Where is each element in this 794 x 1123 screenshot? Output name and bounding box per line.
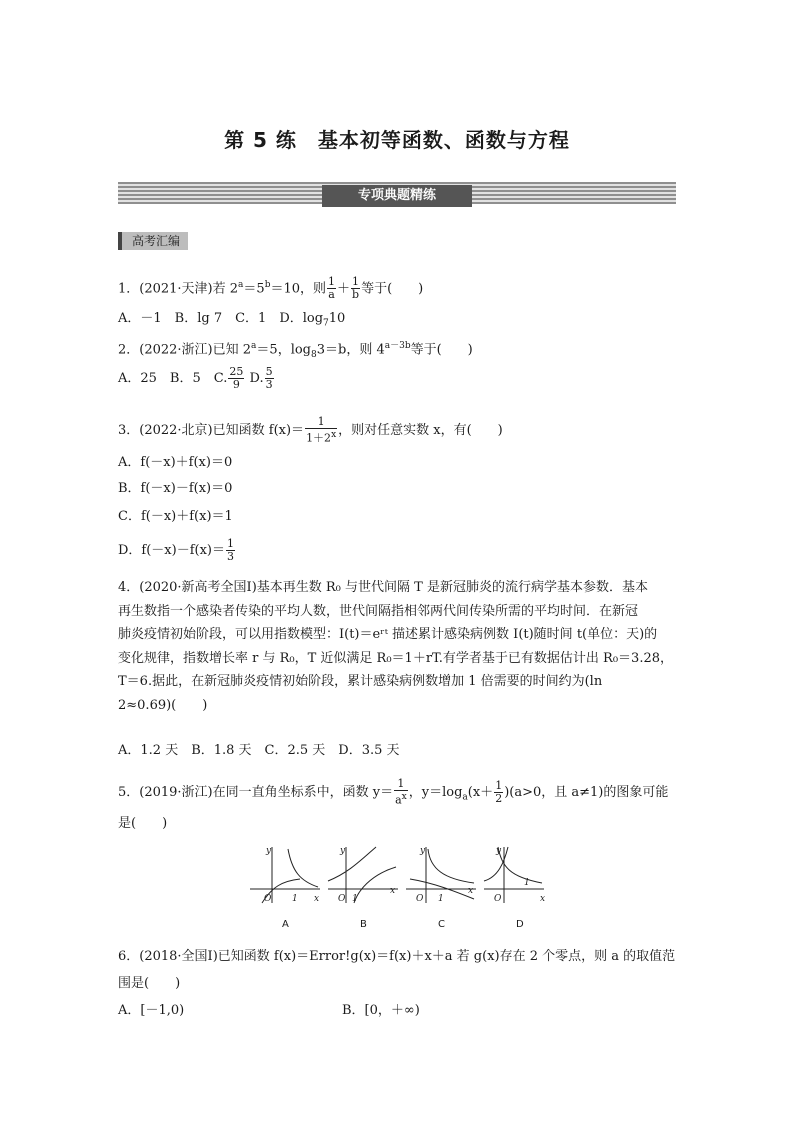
q5-frac2-den: 2 <box>495 791 503 805</box>
q5-graph-figure <box>248 843 548 933</box>
q1-frac1-num: 1 <box>328 275 336 289</box>
q2-options <box>118 366 275 391</box>
q2-frac-d <box>265 366 274 391</box>
q3-stem: 3．(2022·北京)已知函数 f(x)＝ <box>118 422 305 438</box>
graph-d-one: 1 <box>524 878 530 888</box>
q2-fracc-den: 9 <box>232 378 240 391</box>
graph-a-x-label: x <box>314 894 320 904</box>
graph-a-y-label: y <box>266 846 272 856</box>
q2-eq2: 3＝b，则 4 <box>316 342 385 358</box>
question-5 <box>118 778 668 807</box>
graph-c-y-label: y <box>420 846 426 856</box>
q3-den-text: 1＋2 <box>306 431 332 445</box>
q5-mid: ，y＝log <box>408 784 463 800</box>
q1-options <box>118 310 345 333</box>
banner-label: 专项典题精练 <box>322 185 472 207</box>
q2-eq1: ＝5，log <box>256 342 311 358</box>
question-1 <box>118 276 423 301</box>
q1-eq2: ＝10，则 <box>270 281 327 297</box>
question-6: 6．(2018·全国Ⅰ)已知函数 f(x)＝Error!g(x)＝f(x)＋x＋a 若 g(x)存在 2 个零点，则 a 的取值范 <box>118 949 676 964</box>
q2-fracd-den: 3 <box>265 378 273 391</box>
q2-options-text: A．25 B．5 C. <box>118 371 228 386</box>
q2-stem: 2．(2022·浙江)已知 2 <box>118 342 252 358</box>
q5-paren: (x＋ <box>467 784 494 800</box>
q2-tail: 等于( ) <box>410 342 473 358</box>
q5-frac2-num: 1 <box>495 778 503 792</box>
graph-d <box>484 847 544 903</box>
q4-line-5: T＝6.据此，在新冠肺炎疫情初始阶段，累计感染病例数增加 1 倍需要的时间约为(ln <box>118 674 603 689</box>
q5-tail: )(a>0，且 a≠1)的图象可能 <box>504 784 669 800</box>
q2-exp: a－3b <box>384 341 411 351</box>
q3-frac-num: 1 <box>305 416 337 429</box>
graph-c-x-label: x <box>468 886 474 896</box>
graph-d-x-label: x <box>540 894 546 904</box>
q1-frac2-num: 1 <box>352 275 360 289</box>
q4-line-4: 变化规律，指数增长率 r 与 R₀，T 近似满足 R₀＝1＋rT.有学者基于已有数据估计出 R₀＝3.28， <box>118 650 674 666</box>
q1-log-base: 7 <box>323 318 329 329</box>
q3-optd-frac <box>226 538 235 563</box>
graph-label-d: D <box>516 919 524 930</box>
question-3 <box>118 416 503 445</box>
q1-frac2-den: b <box>352 288 360 302</box>
graph-d-origin: O <box>494 894 502 904</box>
q1-frac1-den: a <box>328 288 335 302</box>
graph-a-origin: O <box>264 894 272 904</box>
q2-frac-c <box>228 366 244 391</box>
q5-den-exp: x <box>401 792 407 802</box>
q3-tail: ，则对任意实数 x，有( ) <box>338 422 503 438</box>
q2-option-d: D. <box>245 371 264 386</box>
q1-exp-a: a <box>238 280 244 290</box>
q2-exp-a: a <box>251 341 257 351</box>
q4-line-3: 肺炎疫情初始阶段，可以用指数模型：I(t)＝eʳᵗ 描述累计感染病例数 I(t)随时间 t(单位：天)的 <box>118 627 658 642</box>
q4-line-2: 再生数指一个感染者传染的平均人数，世代间隔指相邻两代间传染所需的平均时间．在新冠 <box>118 603 639 619</box>
q2-fracd-num: 5 <box>265 365 273 378</box>
q5-frac1-num: 1 <box>394 778 408 791</box>
q4-line-1: 4．(2020·新高考全国Ⅰ)基本再生数 R₀ 与世代间隔 T 是新冠肺炎的流行病学基本参数．基本 <box>118 580 648 595</box>
graph-label-a: A <box>282 919 289 930</box>
q6-option-a: A．[－1,0) <box>118 1003 185 1018</box>
graph-b-y-label: y <box>340 846 346 856</box>
q1-eq1: ＝5 <box>243 281 265 297</box>
q1-plus: ＋ <box>337 281 351 297</box>
q3-option-a: A．f(－x)＋f(x)＝0 <box>118 455 233 470</box>
q3-frac-den <box>305 429 337 445</box>
q1-stem: 1．(2021·天津)若 2 <box>118 281 239 297</box>
q2-log-base: 8 <box>311 349 317 360</box>
q3-optd-num: 1 <box>227 537 234 550</box>
q5-log-base: a <box>462 792 468 803</box>
page-title: 第 5 练 基本初等函数、函数与方程 <box>224 128 570 152</box>
q1-frac-2 <box>351 276 360 301</box>
q4-line-6: 2≈0.69)( ) <box>118 697 208 713</box>
q5-stem: 5．(2019·浙江)在同一直角坐标系中，函数 y＝ <box>118 784 394 800</box>
q3-den-exp: x <box>331 430 337 440</box>
section-heading: 高考汇编 <box>118 232 188 250</box>
q3-optd-text: D．f(－x)－f(x)＝ <box>118 543 225 558</box>
q3-optd-den: 3 <box>227 550 234 563</box>
graph-b-x-label: x <box>390 886 396 896</box>
q6-line-2: 围是( ) <box>118 976 181 991</box>
section-banner <box>118 182 676 212</box>
q5-frac-1 <box>394 778 408 807</box>
q3-option-d <box>118 538 236 563</box>
q4-options: A．1.2 天 B．1.8 天 C．2.5 天 D．3.5 天 <box>118 743 400 758</box>
q5-frac-2 <box>494 780 503 805</box>
question-4 <box>118 576 676 717</box>
q5-line-2: 是( ) <box>118 816 168 831</box>
q5-den-base: a <box>395 793 402 807</box>
graph-d-y-label: y <box>496 846 502 856</box>
graph-a <box>250 847 320 903</box>
graph-b-origin: O <box>338 894 346 904</box>
q1-options-text: A．－1 B．lg 7 C．1 D．log <box>118 311 324 326</box>
q1-exp-b: b <box>264 280 271 290</box>
graph-c-origin: O <box>416 894 424 904</box>
q3-option-b: B．f(－x)－f(x)＝0 <box>118 481 233 496</box>
q1-tail: 等于( ) <box>361 281 424 297</box>
q3-frac <box>305 416 337 445</box>
graph-label-c: C <box>438 919 445 930</box>
q5-graphs <box>248 843 548 937</box>
q5-frac1-den <box>394 791 408 807</box>
graph-a-one: 1 <box>292 894 298 904</box>
q2-fracc-num: 25 <box>229 365 244 378</box>
q3-option-c: C．f(－x)＋f(x)＝1 <box>118 509 233 524</box>
q1-frac-1 <box>327 276 336 301</box>
graph-b-one: 1 <box>352 894 358 904</box>
graph-label-b: B <box>360 919 367 930</box>
question-2 <box>118 337 473 364</box>
q6-option-b: B．[0，＋∞) <box>342 1003 420 1018</box>
q1-options-tail: 10 <box>328 311 346 326</box>
graph-c-one: 1 <box>438 894 444 904</box>
